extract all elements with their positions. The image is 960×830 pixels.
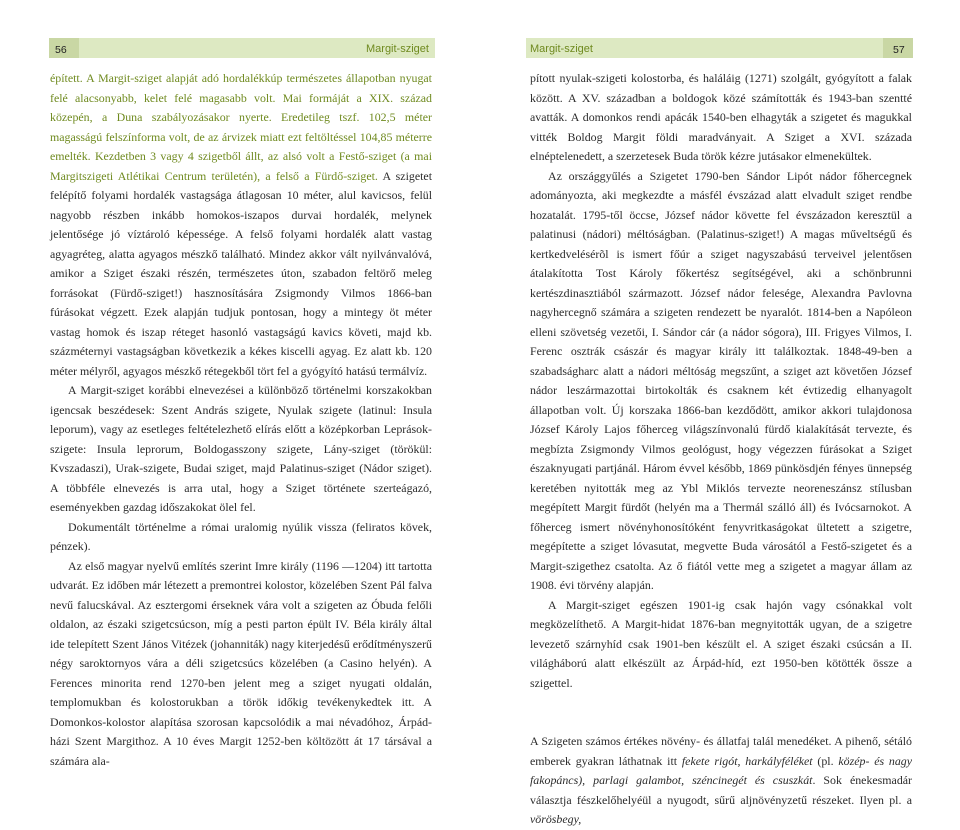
left-paragraph-1 [50,69,432,381]
right-paragraph-2: Az országgyűlés a Szigetet 1790-ben Sándor Lipót nádor főhercegnek adományozta, aki megkezdte a másfél évszázad alatt elvadult sziget rendbe hozatalát. 1795-től öccse, József nádor követte fel évszázadon keresztül a palatinusi (nádori) méltóságban. (Palatinus-sziget!) A magas műveltségű és kertkedvelésérõl is ismert főúr a sziget nagyszabású terveivel jelentősen átalakította Tost Károly főkertész segítségével, aki a schönbrunni kertészdinasztiából származott. József nádor felesége, Alexandra Pavlovna nagyhercegnő számára a szigeten rendezett be nyaralót. 1814-ben a Napóleon elleni szövetség vezetői, I. Sándor cár (a nádor sógora), III. Frigyes Vilmos, I. Ferenc osztrák császár és magyar király itt találkoztak. 1848-49-ben a szabadságharc alatt a nádori méltóság megszűnt, a sziget azt követően József nádor leszármazottai birtokolták és csaknem két évtizedig elhanyagolt állapotban volt. Új korszaka 1866-ban kezdődött, amikor akkori tulajdonosa József Károly Lajos főherceg világszínvonalú fürdő kialakítását tervezte, és megbízta Zsigmondy Vilmos geológust, hogy végezzen fúrásokat a Sziget északnyugati partjánál. Három évvel később, 1869 pünkösdjén fényes ünnepség keretében nyitották meg az Ybl Miklós tervezte neoreneszánsz stílusban megépített Margit fürdőt (helyén ma a Thermál szálló áll) és Ivócsarnokot. A főherceg ismert növényhonosítóként fenyvritkaságokat ültetett a szigetre, megépítette a sziget lóvasutat, megvette Buda városától a Festő-szigetet és a Margit-szigethez csatolta. Az ő fiától vette meg a szigetet a magyar állam az 1908. évi törvény alapján. [530,168,912,592]
right-page-number: 57 [893,44,905,56]
left-page-body [50,69,432,771]
section-gap [530,693,912,732]
right-running-head-title: Margit-sziget [530,43,593,55]
left-page-number: 56 [55,44,67,56]
left-paragraph-3: Dokumentált történelme a római uralomig nyúlik vissza (feliratos kövek, pénzek). [50,519,432,553]
right-paragraph-4-text-c: . Sok énekesmadár választja fészkelőhelyéül a nyugodt, sűrű aljnövényzetű részeket. Ilyen pl. a [530,773,913,807]
left-paragraph-4: Az első magyar nyelvű említés szerint Imre király (1196 —1204) itt tartotta udvarát. Ez időben már létezett a premontrei kolostor, közelében Szent Pál falva nevű falucskával. Az esztergomi érseknek vára volt a szigeten az Óbuda felőli oldalon, az északi szigetcsúcson, míg a pesti parton épült IV. Béla király által ide telepített Szent János Vitézek (johanniták) nagy kiterjedésű erődítményszerű négy saroktornyos vára a déli szigetcsúcs közelében (a Casino helyén). A Ferences minorita rend 1270-ben jelent meg a sziget nyugati oldalán, templomukban és kolostorukban a török időkig tevékenykedtek itt. A Domonkos-kolostor alapítása szorosan kapcsolódik a mai névadóhoz, Árpád-házi Szent Margithoz. A 10 éves Margit 1252-ben költözött át 17 társával a számára ala- [50,558,432,768]
right-paragraph-1: pított nyulak-szigeti kolostorba, és haláláig (1271) szolgált, gyógyított a falak között. A XV. században a boldogok közé számították és 1943-ban szentté avatták. A domonkos rendi apácák 1540-ben elhagyták a szigetet és magukkal vitték Boldog Margit földi maradványait. A Sziget a XVI. százada elnéptelenedett, a szerzetesek Buda török kézre jutásakor elmenekültek. [530,71,912,163]
right-paragraph-4-italic-1: fekete rigót, harkályféléket [681,753,813,768]
left-paragraph-1-highlight: épített. A Margit-sziget alapját adó hordalékkúp természetes állapotban nyugat felé alacsonyabb, kelet felé magasabb volt. Mai formáját a XIX. század közepén, a Duna szabályozásakor nyerte. Eredetileg tszf. 102,5 méter magasságú felszínforma volt, de az árvizek miatt ezt feltöltéssel 104,85 méterre emelték. Kezdetben 3 vagy 4 szigetből állt, az alsó volt a Festő-sziget (a mai Margitszigeti Atlétikai Centrum területén), a felső a Fürdő-sziget. [50,71,432,183]
right-paragraph-4-text-b: (pl. [812,753,839,768]
left-running-head-title: Margit-sziget [366,43,429,55]
left-paragraph-2: A Margit-sziget korábbi elnevezései a különböző történelmi korszakokban igencsak beszédesek: Szent András szigete, Nyulak szigete (latinul: Insula leporum), vagy az esetleges feltételezhető elírás előtt a középkorban Leprások-szigete: Insula leprorum, Boldogasszony szigete, Lány-sziget (törökül: Kvszadaszi), Urak-szigete, Budai sziget, majd Palatinus-sziget (Nádor sziget). A többféle elnevezés is arra utal, hogy a Sziget története szerteágazó, eseményekben gazdag időszakokat ölel fel. [50,383,432,514]
left-paragraph-1-rest: A szigetet felépítő folyami hordalék vastagsága átlagosan 10 méter, alul kavicsos, felül nagyobb részben inkább homokos-iszapos durvai hordalék, melynek jelentősége jó víztároló képessége. A felső folyami hordalék alatt vastag agyagréteg, alatta agyagos mészkő található. Mindez akkor vált nyilvánvalóvá, amikor a Sziget északi részén, természetes úton, szabadon feltörő meleg forrásokat (Fürdő-sziget!) hasznosítására Zsigmondy Vilmos 1866-ban fúrásokat végzett. Ezek alapján tudjuk pontosan, hogy a mintegy öt méter vastag homok és iszap réteget hasonló vastagságú kavics követi, majd kb. százméternyi vastagságban következik a kékes kiscelli agyag. Ez alatt kb. 120 méter mélyről, agyagos mészkő rétegekből tört fel a gyógyító hatású termálvíz. [50,168,432,378]
right-paragraph-4-text-a: A Szigeten számos értékes növény- és állatfaj talál menedéket. A pihenő, sétáló emberek gyakran láthatnak itt [530,734,912,768]
right-page-body [530,69,912,830]
right-paragraph-4-italic-3: vörösbegy, [530,812,582,826]
right-paragraph-3: A Margit-sziget egészen 1901-ig csak hajón vagy csónakkal volt megközelíthető. A Margit-hidat 1876-ban megnyitották ugyan, de a szigetre levezető szárnyhíd csak 1901-ben készült el. A sziget északi csúcsán a II. világháború alatt elkészült az Árpád-híd, ezt 1950-ben kötötték össze a szigettel. [530,597,912,690]
right-paragraph-4 [530,732,912,830]
right-paragraph-4-italic-2: közép- és nagy fakopáncs), parlagi galambot, széncinegét és csuszkát [530,753,912,787]
